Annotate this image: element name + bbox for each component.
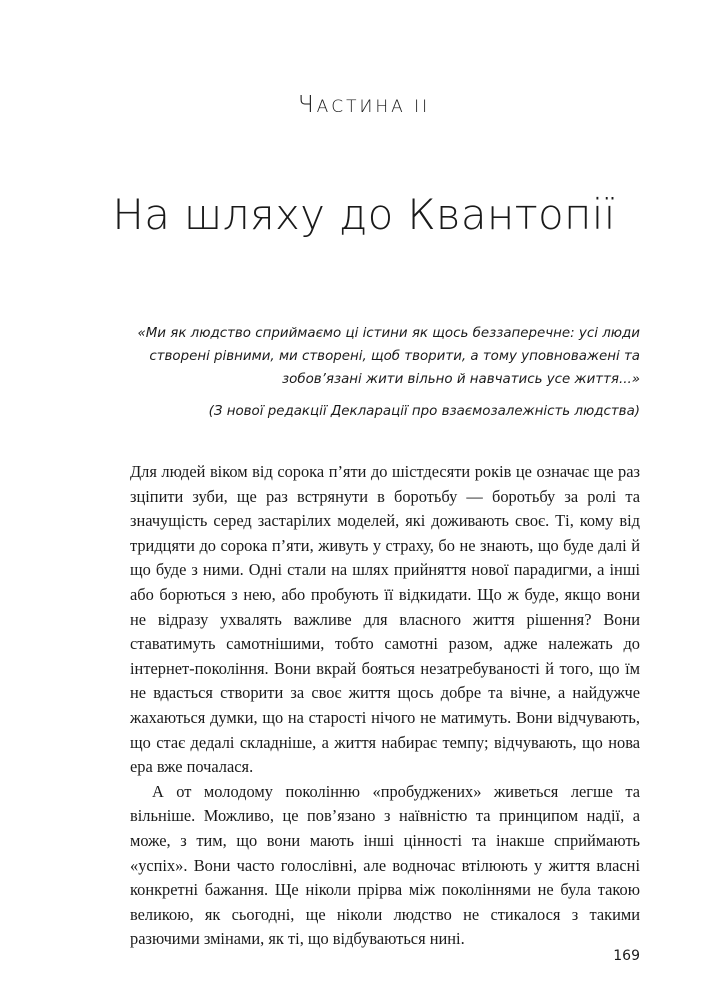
page-number: 169: [613, 948, 640, 964]
epigraph-source: (З нової редакції Декларації про взаємозалежність людства): [208, 404, 640, 419]
body-paragraph-1: Для людей віком від сорока п’яти до шістдесяти років це означає ще раз зціпити зуби, ще раз встрянути в боротьбу — боротьбу за ролі та значущість серед застарілих моделей, які доживають своє. Ті, кому від тридцяти до сорока п’яти, живуть у страху, бо не знають, що буде далі й що буде з ними. Одні стали на шлях прийняття нової парадигми, а інші або борються з нею, або пробують її відкидати. Що ж буде, якщо вони не відразу ухвалять важливе для власного життя рішення? Вони ставатимуть самотнішими, тобто самотні разом, адже належать до інтернет-покоління. Вони вкрай бояться незатребуваності й того, що їм не вдасться створити за своє життя щось добре та вічне, а найдужче жахаються думки, що на старості нічого не матимуть. Вони відчувають, що стає дедалі складніше, а життя набирає темпу; відчувають, що нова ера вже почалася.: [130, 462, 640, 777]
chapter-title: На шляху до Квантопії: [112, 190, 616, 239]
part-label-initial: Ч: [297, 92, 317, 118]
epigraph-quote: «Ми як людство сприймаємо ці істини як щось беззаперечне: усі люди створені рівними, ми створені, щоб творити, а тому уповноважені та зобов’язані жити вільно й навчатись усе життя...»: [137, 326, 640, 387]
body-paragraph-2: А от молодому поколінню «пробуджених» живеться легше та вільніше. Можливо, це пов’язано з наївністю та принципом надії, а може, з тим, що вони мають інші цінності та інакше сприймають «успіх». Вони часто голослівні, але водночас втілюють у життя власні конкретні бажання. Ще ніколи прірва між поколіннями не була такою великою, як сьогодні, ще ніколи людство не стикалося з такими разючими змінами, як ті, що відбуваються нині.: [130, 781, 640, 949]
part-label: [0, 92, 728, 118]
part-label-rest: АСТИНА II: [316, 97, 431, 117]
body-text: [130, 460, 640, 952]
